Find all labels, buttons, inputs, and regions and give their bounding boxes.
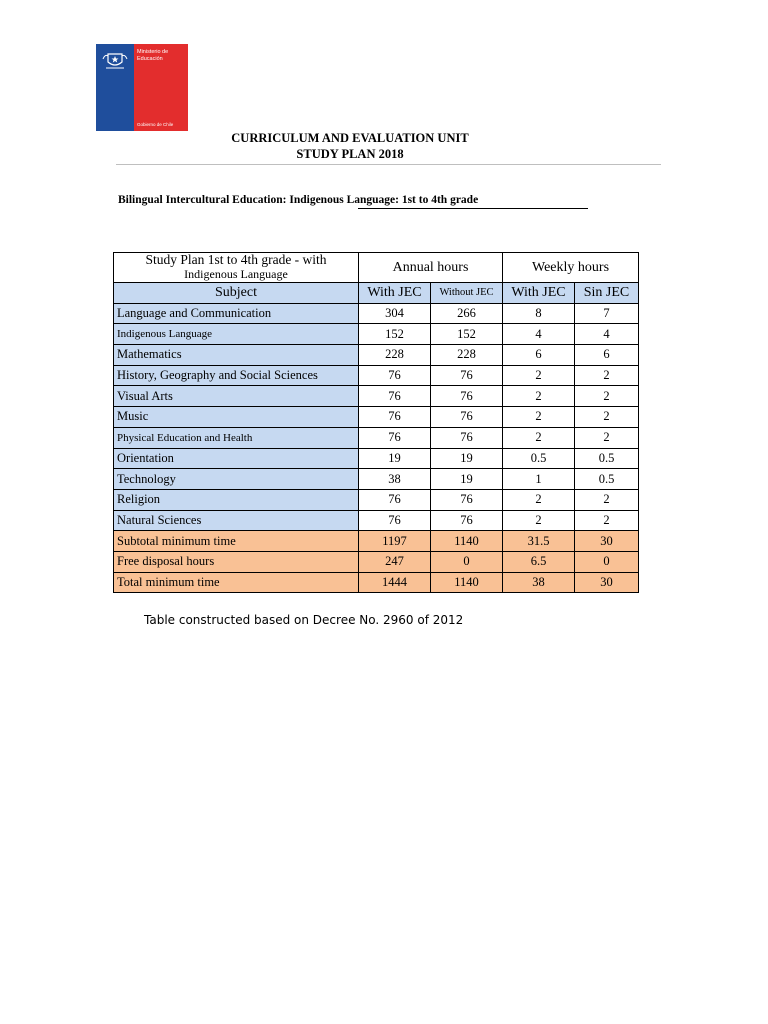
hours-cell: 0.5 <box>503 448 575 469</box>
hours-cell: 6 <box>503 345 575 366</box>
intro-line: Bilingual Intercultural Education: Indigenous Language: 1st to 4th grade <box>118 194 479 206</box>
hours-cell: 2 <box>503 489 575 510</box>
subject-cell: Free disposal hours <box>114 551 359 572</box>
hours-cell: 76 <box>359 510 431 531</box>
table-row <box>114 345 639 366</box>
table-row <box>114 324 639 345</box>
hours-cell: 76 <box>431 365 503 386</box>
hours-cell: 2 <box>503 510 575 531</box>
hours-cell: 0.5 <box>575 448 639 469</box>
hours-cell: 2 <box>575 365 639 386</box>
hours-cell: 19 <box>359 448 431 469</box>
hours-cell: 152 <box>431 324 503 345</box>
hours-cell: 1197 <box>359 531 431 552</box>
col-subject: Subject <box>114 283 359 304</box>
annual-hours-header: Annual hours <box>359 253 503 283</box>
unit-title: CURRICULUM AND EVALUATION UNIT <box>231 131 469 145</box>
subject-cell: Music <box>114 407 359 428</box>
table-row <box>114 365 639 386</box>
table-row <box>114 469 639 490</box>
subject-cell: Mathematics <box>114 345 359 366</box>
hours-cell: 19 <box>431 469 503 490</box>
table-footnote <box>140 613 463 627</box>
subject-cell: Total minimum time <box>114 572 359 593</box>
hours-cell: 76 <box>359 407 431 428</box>
hours-cell: 76 <box>359 365 431 386</box>
hours-cell: 76 <box>359 489 431 510</box>
ministry-logo <box>96 44 188 131</box>
table-row <box>114 448 639 469</box>
logo-government-text: Gobierno de Chile <box>137 122 174 127</box>
hours-cell: 2 <box>575 510 639 531</box>
intro-underline <box>358 208 588 209</box>
header-divider <box>116 164 661 165</box>
hours-cell: 0 <box>575 551 639 572</box>
hours-cell: 76 <box>359 427 431 448</box>
hours-cell: 31.5 <box>503 531 575 552</box>
hours-cell: 2 <box>575 386 639 407</box>
logo-ministry-text: Ministerio de Educación <box>137 49 169 62</box>
hours-cell: 6 <box>575 345 639 366</box>
hours-cell: 304 <box>359 303 431 324</box>
hours-cell: 1140 <box>431 572 503 593</box>
subject-cell: Visual Arts <box>114 386 359 407</box>
subject-cell: Orientation <box>114 448 359 469</box>
col-weekly-with-jec: With JEC <box>503 283 575 304</box>
table-header-row <box>114 253 639 283</box>
hours-cell: 1140 <box>431 531 503 552</box>
column-header-row <box>114 283 639 304</box>
hours-cell: 2 <box>503 386 575 407</box>
document-header <box>180 130 520 162</box>
hours-cell: 0.5 <box>575 469 639 490</box>
subject-cell: Indigenous Language <box>114 324 359 345</box>
study-plan-table <box>113 252 639 593</box>
table-title-line1: Study Plan 1st to 4th grade - with <box>145 252 327 267</box>
coat-of-arms-icon <box>100 50 130 72</box>
hours-cell: 76 <box>359 386 431 407</box>
table-row <box>114 510 639 531</box>
subject-cell: History, Geography and Social Sciences <box>114 365 359 386</box>
hours-cell: 4 <box>575 324 639 345</box>
logo-blue-panel <box>96 44 134 131</box>
hours-cell: 266 <box>431 303 503 324</box>
subject-cell: Natural Sciences <box>114 510 359 531</box>
table-row <box>114 407 639 428</box>
hours-cell: 38 <box>503 572 575 593</box>
hours-cell: 7 <box>575 303 639 324</box>
hours-cell: 8 <box>503 303 575 324</box>
hours-cell: 76 <box>431 427 503 448</box>
table-title-cell <box>114 253 359 283</box>
table-row <box>114 489 639 510</box>
table-row <box>114 303 639 324</box>
weekly-hours-header: Weekly hours <box>503 253 639 283</box>
hours-cell: 2 <box>503 427 575 448</box>
table-title-line2: Indigenous Language <box>184 267 288 281</box>
hours-cell: 1 <box>503 469 575 490</box>
hours-cell: 2 <box>503 365 575 386</box>
table-row <box>114 386 639 407</box>
hours-cell: 1444 <box>359 572 431 593</box>
hours-cell: 76 <box>431 489 503 510</box>
hours-cell: 152 <box>359 324 431 345</box>
subject-cell: Technology <box>114 469 359 490</box>
hours-cell: 247 <box>359 551 431 572</box>
logo-red-panel <box>134 44 188 131</box>
subject-cell: Subtotal minimum time <box>114 531 359 552</box>
hours-cell: 30 <box>575 572 639 593</box>
hours-cell: 30 <box>575 531 639 552</box>
total-row <box>114 551 639 572</box>
col-annual-with-jec: With JEC <box>359 283 431 304</box>
col-annual-without-jec: Without JEC <box>431 283 503 304</box>
footnote-text: Table constructed based on Decree No. 2960 of 2012 <box>144 613 464 627</box>
hours-cell: 2 <box>575 407 639 428</box>
hours-cell: 4 <box>503 324 575 345</box>
hours-cell: 2 <box>503 407 575 428</box>
table-row <box>114 427 639 448</box>
subject-cell: Physical Education and Health <box>114 427 359 448</box>
col-weekly-sin-jec: Sin JEC <box>575 283 639 304</box>
hours-cell: 228 <box>359 345 431 366</box>
hours-cell: 0 <box>431 551 503 572</box>
table-body <box>114 303 639 593</box>
total-row <box>114 531 639 552</box>
hours-cell: 228 <box>431 345 503 366</box>
hours-cell: 2 <box>575 427 639 448</box>
hours-cell: 76 <box>431 386 503 407</box>
total-row <box>114 572 639 593</box>
hours-cell: 38 <box>359 469 431 490</box>
hours-cell: 6.5 <box>503 551 575 572</box>
subject-cell: Language and Communication <box>114 303 359 324</box>
hours-cell: 2 <box>575 489 639 510</box>
hours-cell: 76 <box>431 407 503 428</box>
plan-title: STUDY PLAN 2018 <box>296 147 404 161</box>
hours-cell: 19 <box>431 448 503 469</box>
hours-cell: 76 <box>431 510 503 531</box>
subject-cell: Religion <box>114 489 359 510</box>
